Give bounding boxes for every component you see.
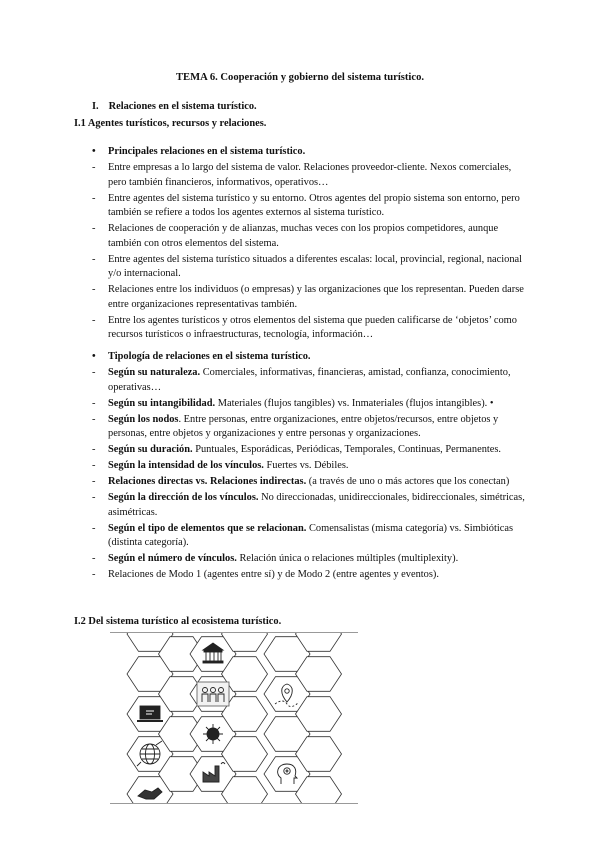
list-item: - Relaciones directas vs. Relaciones indirectas. (a través de uno o más actores que los conectan) (92, 476, 510, 488)
figure-top-rule (110, 632, 358, 633)
document-title: TEMA 6. Cooperación y gobierno del sistema turístico. (175, 72, 425, 83)
list-item: - Según su naturaleza. Comerciales, informativas, financieras, amistad, confianza, conocimiento, operativas… (92, 367, 511, 393)
ecosystem-hexagon-figure (110, 632, 358, 804)
list-item: - Según el número de vínculos. Relación única o relaciones múltiples (multiplexity). (92, 553, 459, 565)
list-item: - Entre agentes del sistema turístico y su entorno. Otros agentes del propio sistema son entorno, pero también se refiere a todos los agentes externos al sistema turístico. (92, 192, 520, 219)
section-number: I. (92, 101, 99, 112)
list-item: - Según los nodos. Entre personas, entre organizaciones, entre objetos/recursos, entre objetos y personas, entre objetos y organizaciones y entre personas y organizaciones. (92, 413, 499, 440)
people-icon (197, 682, 229, 706)
list-item: - Según la intensidad de los vínculos. Fuertes vs. Débiles. (92, 460, 349, 472)
bullet-heading-relations: • Principales relaciones en el sistema turístico. (92, 146, 306, 157)
section-heading (92, 101, 257, 112)
list-item: - Según su duración. Puntuales, Esporádicas, Periódicas, Temporales, Continuas, Permanentes. (92, 444, 502, 456)
relations-list (92, 161, 532, 344)
list-item: - Según su intangibilidad. Materiales (flujos tangibles) vs. Inmateriales (flujos intangibles). • (92, 397, 494, 409)
list-item: - Entre los agentes turísticos y otros elementos del sistema que pueden calificarse de ‘objetos’ como recursos turísticos o infraestructuras, tecnología, información… (92, 314, 517, 341)
list-item: - Según el tipo de elementos que se relacionan. Comensalistas (misma categoría) vs. Simbióticas (distinta categoría). (92, 522, 514, 549)
list-item: - Entre agentes del sistema turístico situados a diferentes escalas: local, provincial, regional, nacional y/o internacional. (92, 253, 523, 280)
bullet-heading-typology: • Tipología de relaciones en el sistema turístico. (92, 351, 311, 362)
list-item: - Según la dirección de los vínculos. No direccionadas, unidireccionales, bidireccionales, simétricas, asimétricas. (92, 492, 525, 518)
list-item: - Relaciones de cooperación y de alianzas, muchas veces con los propios competidores, aunque también con otros elementos del sistema. (92, 223, 499, 249)
section-label: Relaciones en el sistema turístico. (108, 101, 257, 112)
list-item: - Relaciones entre los individuos (o empresas) y las organizaciones que los representan. Pueden darse entre organizaciones representativas también. (92, 284, 524, 310)
subsection-heading-1-1: I.1 Agentes turísticos, recursos y relaciones. (74, 118, 267, 129)
figure-bottom-rule (110, 803, 358, 804)
list-item: - Entre empresas a lo largo del sistema de valor. Relaciones proveedor-cliente. Nexos comerciales, pero también financieros, informativos, operativos… (92, 162, 512, 188)
typology-list (92, 366, 532, 584)
laptop-icon (137, 706, 163, 721)
virus-icon (203, 724, 223, 744)
subsection-heading-1-2: I.2 Del sistema turístico al ecosistema turístico. (74, 616, 282, 627)
hexagon-grid (110, 632, 358, 804)
list-item: - Relaciones de Modo 1 (agentes entre sí) y de Modo 2 (entre agentes y eventos). (92, 569, 439, 581)
